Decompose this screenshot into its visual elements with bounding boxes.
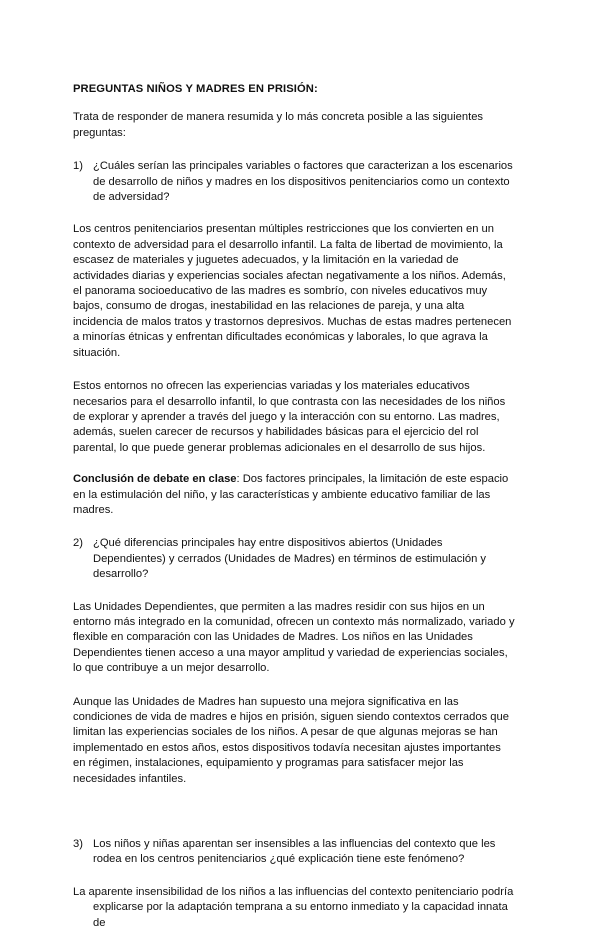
question-number: 1) [73, 160, 83, 173]
answer-3-paragraph: La aparente insensibilidad de los niños a las influencias del contexto penitenciario podría explicarse por la adaptación temprana a su entorno inmediato y la capacidad innata de [73, 885, 514, 929]
answer-2-paragraph-1: Las Unidades Dependientes, que permiten a las madres residir con sus hijos en un entorno más integrado en la comunidad, ofrecen un contexto más normalizado, variado y flexible en comparación con las Unidades de Madres. Los niños en las Unidades Dependientes tienen acceso a una mayor amplitud y variedad de experiencias sociales, lo que contribuye a un mejor desarrollo. [73, 600, 515, 675]
question-text: ¿Cuáles serían las principales variables o factores que caracterizan a los escenarios de desarrollo de niños y madres en los dispositivos penitenciarios como un contexto de adversidad? [93, 160, 513, 204]
question-number: 2) [73, 537, 83, 550]
conclusion-paragraph [73, 472, 516, 518]
question-3 [73, 837, 516, 868]
question-2 [73, 536, 516, 582]
question-1 [73, 159, 516, 205]
answer-2-paragraph-2: Aunque las Unidades de Madres han supuesto una mejora significativa en las condiciones de vida de madres e hijos en prisión, siguen siendo contextos cerrados que limitan las experiencias sociales de los niños. A pesar de que algunas mejoras se han implementado en estos años, estos dispositivos todavía necesitan ajustes importantes en régimen, instalaciones, equipamiento y programas para satisfacer mejor las necesidades infantiles. [73, 695, 509, 785]
spacer [73, 805, 516, 837]
conclusion-text: : Dos factores principales, la limitación de este espacio en la estimulación del niño, y las características y ambiente educativo familiar de las madres. [73, 473, 509, 516]
intro-text: Trata de responder de manera resumida y lo más concreta posible a las siguientes preguntas: [73, 111, 484, 139]
conclusion-label: Conclusión de debate en clase [73, 473, 237, 486]
answer-1-paragraph-1: Los centros penitenciarios presentan múltiples restricciones que los convierten en un contexto de adversidad para el desarrollo infantil. La falta de libertad de movimiento, la escasez de materiales y juguetes adecuados, y la limitación en la variedad de actividades diarias y experiencias sociales afectan negativamente a los niños. Además, el panorama socioeducativo de las madres es sombrío, con niveles educativos muy bajos, consumo de drogas, inestabilidad en las relaciones de pareja, y una alta incidencia de malos tratos y trastornos depresivos. Muchas de estas madres pertenecen a minorías étnicas y enfrentan dificultades económicas y laborales, lo que agrava la situación. [73, 223, 512, 359]
question-text: Los niños y niñas aparentan ser insensibles a las influencias del contexto que les rodea en los centros penitenciarios ¿qué explicación tiene este fenómeno? [93, 838, 496, 866]
question-text: ¿Qué diferencias principales hay entre dispositivos abiertos (Unidades Dependientes) y cerrados (Unidades de Madres) en términos de estimulación y desarrollo? [93, 537, 486, 581]
answer-1-paragraph-2: Estos entornos no ofrecen las experiencias variadas y los materiales educativos necesarios para el desarrollo infantil, lo que contrasta con las necesidades de los niños de explorar y aprender a través del juego y la interacción con su entorno. Las madres, además, suelen carecer de recursos y habilidades básicas para el ejercicio del rol parental, lo que puede generar problemas adicionales en el desarrollo de sus hijos. [73, 380, 506, 454]
document-title: PREGUNTAS NIÑOS Y MADRES EN PRISIÓN: [73, 83, 318, 95]
question-number: 3) [73, 838, 83, 851]
